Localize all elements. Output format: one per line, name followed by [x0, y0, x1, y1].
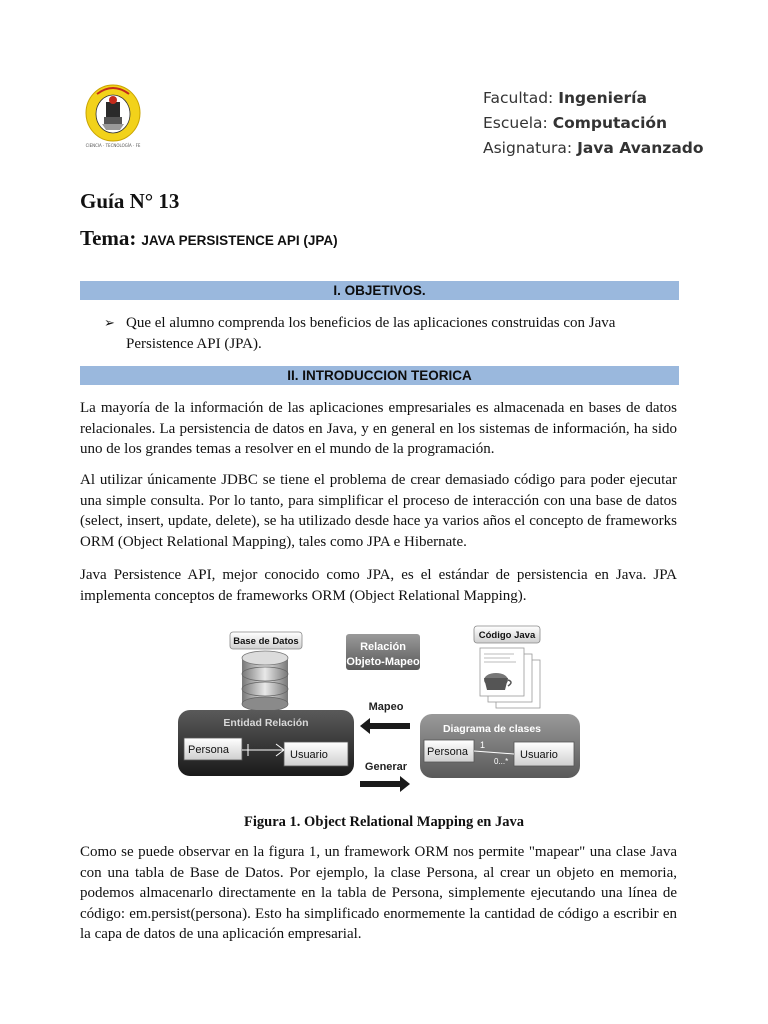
tema-title [80, 226, 338, 251]
faculty-info [483, 86, 704, 161]
codigo-java-label: Código Java [478, 630, 536, 641]
logo-text-bottom: CIENCIA · TECNOLOGÍA · FE [85, 143, 141, 148]
asignatura-label: Asignatura: [483, 139, 573, 157]
usuario-entity-label: Usuario [290, 749, 328, 761]
java-code-pages-icon [480, 648, 540, 708]
orm-figure [174, 622, 594, 802]
generar-label: Generar [364, 761, 408, 773]
mapeo-label: Mapeo [368, 701, 404, 713]
guia-title: Guía N° 13 [80, 189, 180, 213]
multiplicity-one: 1 [480, 740, 486, 750]
facultad-line [483, 86, 704, 111]
base-datos-label: Base de Datos [233, 636, 299, 647]
diagrama-clases-label: Diagrama de clases [442, 723, 542, 735]
paragraph-2: Al utilizar únicamente JDBC se tiene el problema de crear demasiado código para poder ejecutar una simple consulta. Por lo tanto, para simplificar el proceso de interacción con una base de datos (select, insert, update, delete), se ha utilizado desde hace ya varios años el concepto de frameworks ORM (Object Relational Mapping), tales como JPA e Hibernate. [80, 472, 677, 550]
paragraph-3: Java Persistence API, mejor conocido como JPA, es el estándar de persistencia en Java. JPA implementa conceptos de frameworks ORM (Object Relational Mapping). [80, 567, 677, 604]
relacion-line1: Relación [360, 641, 406, 653]
usuario-class-label: Usuario [520, 749, 558, 761]
tema-value: JAVA PERSISTENCE API (JPA) [141, 233, 338, 248]
multiplicity-many: 0...* [494, 757, 509, 766]
objetivo-bullet [104, 313, 684, 355]
escuela-line [483, 111, 704, 136]
tema-label: Tema: [80, 226, 137, 250]
relacion-line2: Objeto-Mapeo [346, 656, 420, 668]
generar-arrow-icon [360, 776, 410, 792]
facultad-label: Facultad: [483, 89, 554, 107]
figure-caption: Figura 1. Object Relational Mapping en Java [244, 814, 524, 830]
mapeo-arrow-icon [360, 718, 410, 734]
paragraph-1: La mayoría de la información de las aplicaciones empresariales es almacenada en bases de datos relacionales. La persistencia de datos en Java, y en general en los sistemas de información, ha sido uno de los grandes temas a resolver en el mundo de la programación. [80, 400, 677, 457]
database-icon [242, 651, 288, 711]
section-objetivos-header: I. OBJETIVOS. [80, 281, 679, 300]
asignatura-value: Java Avanzado [577, 139, 704, 157]
arrow-bullet-icon: ➢ [104, 316, 115, 331]
persona-class-label: Persona [427, 746, 468, 758]
entidad-relacion-label: Entidad Relación [223, 717, 309, 729]
objetivo-text: Que el alumno comprenda los beneficios de las aplicaciones construidas con Java Persistence API (JPA). [126, 315, 616, 352]
escuela-label: Escuela: [483, 114, 548, 132]
facultad-value: Ingeniería [558, 89, 647, 107]
asignatura-line [483, 136, 704, 161]
section-introduccion-header: II. INTRODUCCION TEORICA [80, 366, 679, 385]
paragraph-4: Como se puede observar en la figura 1, un framework ORM nos permite "mapear" una clase Java con una tabla de Base de Datos. Por ejemplo, la clase Persona, al crear un objeto en memoria, podemos almacenarlo directamente en la tabla de Persona, simplemente ejecutando una línea de código: em.persist(persona). Esto ha simplificado enormemente la cantidad de código a escribir en la capa de datos de una aplicación empresarial. [80, 844, 677, 942]
university-logo [82, 84, 144, 150]
university-seal-icon [82, 84, 144, 150]
escuela-value: Computación [552, 114, 668, 132]
persona-entity-label: Persona [188, 744, 229, 756]
